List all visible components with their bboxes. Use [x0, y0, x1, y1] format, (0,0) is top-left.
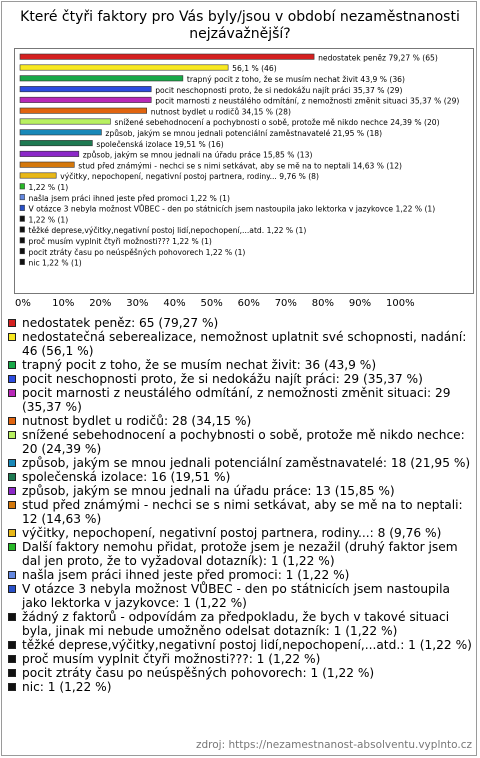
legend-swatch — [8, 417, 16, 425]
legend-item-4 — [8, 372, 474, 386]
legend-label: Další faktory nemohu přidat, protože jsem je nezažil (druhý faktor jsem dal jen proto, že to vyžadoval dotazník): 1 (1,22 %) — [22, 540, 458, 568]
legend-item-7 — [8, 428, 474, 456]
bar-label-19: pocit ztráty času po neúspěšných pohovorech 1,22 % (1) — [28, 247, 246, 257]
legend-swatch — [8, 431, 16, 439]
legend-label: těžké deprese,výčitky,negativní postoj lidí,nepochopení,...atd.: 1 (1,22 %) — [22, 638, 472, 652]
legend-swatch — [8, 501, 16, 509]
legend-item-16 — [8, 610, 474, 638]
bar-13 — [20, 184, 25, 189]
legend-swatch — [8, 543, 16, 551]
legend-label: způsob, jakým se mnou jednali na úřadu práce: 13 (15,85 %) — [22, 484, 395, 498]
bar-10 — [20, 151, 79, 156]
x-tick-label-9: 90% — [348, 298, 372, 309]
bar-16 — [20, 216, 25, 221]
bar-label-6: nutnost bydlet u rodičů 34,15 % (28) — [150, 107, 291, 117]
legend-swatch — [8, 361, 16, 369]
bar-2 — [20, 65, 228, 70]
legend-item-17 — [8, 638, 474, 652]
bar-label-16: 1,22 % (1) — [28, 215, 69, 225]
x-tick-label-0: 0% — [15, 298, 31, 309]
legend-swatch — [8, 641, 16, 649]
bar-19 — [20, 248, 25, 253]
legend-item-3 — [8, 358, 474, 372]
legend-label: nic: 1 (1,22 %) — [22, 680, 112, 694]
legend-label: pocit ztráty času po neúspěšných pohovorech: 1 (1,22 %) — [22, 666, 375, 680]
legend-swatch — [8, 459, 16, 467]
x-tick-label-3: 30% — [126, 298, 149, 309]
x-tick-label-4: 40% — [163, 298, 186, 309]
legend-label: pocit marnosti z neustálého odmítání, z nemožnosti změnit situaci: 29 (35,37 %) — [22, 386, 451, 414]
bar-label-15: V otázce 3 nebyla možnost VŮBEC - den po státnicích jsem nastoupila jako lektorka v jazykovce 1,22 % (1) — [28, 204, 436, 214]
legend-item-2 — [8, 330, 474, 358]
legend-item-20 — [8, 680, 474, 694]
legend — [8, 316, 474, 694]
bar-label-1: nedostatek peněz 79,27 % (65) — [318, 53, 438, 63]
legend-item-1 — [8, 316, 474, 330]
bar-11 — [20, 162, 74, 167]
legend-label: snížené sebehodnocení a pochybnosti o sobě, protože mě nikdo nechce: 20 (24,39 %) — [22, 428, 465, 456]
bar-6 — [20, 108, 147, 113]
legend-item-6 — [8, 414, 474, 428]
x-tick-label-8: 80% — [311, 298, 335, 309]
x-tick-label-1: 10% — [52, 298, 75, 309]
x-tick-label-10: 100% — [386, 298, 415, 309]
bar-label-7: snížené sebehodnocení a pochybnosti o sobě, protože mě nikdo nechce 24,39 % (20) — [114, 118, 440, 128]
legend-swatch — [8, 487, 16, 495]
plot-area — [14, 48, 474, 294]
legend-label: výčitky, nepochopení, negativní postoj partnera, rodiny...: 8 (9,76 %) — [22, 526, 442, 540]
bar-label-11: stud před známými - nechci se s nimi setkávat, aby se mě na to neptali 14,63 % (12) — [78, 161, 403, 171]
legend-item-12 — [8, 526, 474, 540]
legend-item-14 — [8, 568, 474, 582]
bar-label-10: způsob, jakým se mnou jednali na úřadu práce 15,85 % (13) — [82, 150, 313, 160]
bar-label-5: pocit marnosti z neustálého odmítání, z nemožnosti změnit situaci 35,37 % (29) — [155, 96, 460, 106]
legend-label: trapný pocit z toho, že se musím nechat živit: 36 (43,9 %) — [22, 358, 377, 372]
legend-swatch — [8, 571, 16, 579]
legend-label: způsob, jakým se mnou jednali potenciální zaměstnavatelé: 18 (21,95 %) — [22, 456, 471, 470]
bar-label-3: trapný pocit z toho, že se musím nechat živit 43,9 % (36) — [186, 75, 405, 84]
legend-label: nedostatečná seberealizace, nemožnost uplatnit své schopnosti, nadání: 46 (56,1 %) — [22, 330, 467, 358]
legend-item-19 — [8, 666, 474, 680]
bar-14 — [20, 194, 25, 199]
bar-3 — [20, 76, 183, 81]
legend-item-18 — [8, 652, 474, 666]
legend-item-8 — [8, 456, 474, 470]
legend-swatch — [8, 669, 16, 677]
bar-1 — [20, 54, 314, 59]
bar-label-20: nic 1,22 % (1) — [28, 258, 82, 268]
bar-18 — [20, 238, 25, 243]
source-note: zdroj: https://nezamestnanost-absolventu.vyplnto.cz — [196, 739, 472, 751]
bar-4 — [20, 86, 151, 91]
legend-item-13 — [8, 540, 474, 568]
bar-label-4: pocit neschopnosti proto, že si nedokážu najít práci 35,37 % (29) — [155, 85, 403, 95]
legend-label: pocit neschopnosti proto, že si nedokážu najít práci: 29 (35,37 %) — [22, 372, 423, 386]
x-tick-label-7: 70% — [274, 298, 297, 309]
chart-title: Které čtyři faktory pro Vás byly/jsou v období nezaměstnanosti nejzávažnější? — [20, 9, 460, 42]
x-tick-label-6: 60% — [237, 298, 260, 309]
legend-swatch — [8, 319, 16, 327]
bar-9 — [20, 140, 92, 145]
legend-swatch — [8, 375, 16, 383]
legend-swatch — [8, 683, 16, 691]
x-tick-label-5: 50% — [200, 298, 223, 309]
legend-swatch — [8, 655, 16, 663]
legend-label: žádný z faktorů - odpovídám za předpokladu, že bych v takové situaci byla, jinak mi nebude umožněno odelsat dotazník: 1 (1,22 %) — [22, 610, 450, 638]
legend-swatch — [8, 473, 16, 481]
legend-swatch — [8, 585, 16, 593]
bar-label-18: proč musím vyplnit čtyři možnosti??? 1,22 % (1) — [28, 237, 212, 246]
legend-item-11 — [8, 498, 474, 526]
bar-8 — [20, 130, 101, 135]
bar-chart — [15, 49, 473, 293]
legend-item-9 — [8, 470, 474, 484]
legend-label: stud před známými - nechci se s nimi setkávat, aby se mě na to neptali: 12 (14,63 %) — [22, 498, 463, 526]
bar-label-12: výčitky, nepochopení, negativní postoj partnera, rodiny... 9,76 % (8) — [60, 172, 319, 182]
legend-swatch — [8, 389, 16, 397]
legend-label: nutnost bydlet u rodičů: 28 (34,15 %) — [22, 414, 252, 428]
legend-item-10 — [8, 484, 474, 498]
legend-item-5 — [8, 386, 474, 414]
legend-swatch — [8, 529, 16, 537]
legend-label: našla jsem práci ihned jeste před promoci: 1 (1,22 %) — [22, 568, 350, 582]
legend-swatch — [8, 613, 16, 621]
bar-5 — [20, 97, 151, 102]
bar-15 — [20, 205, 25, 210]
legend-label: společenská izolace: 16 (19,51 %) — [22, 470, 231, 484]
bar-20 — [20, 259, 25, 264]
bar-label-9: společenská izolace 19,51 % (16) — [96, 139, 224, 149]
legend-label: proč musím vyplnit čtyři možnosti???: 1 (1,22 %) — [22, 652, 321, 666]
legend-swatch — [8, 333, 16, 341]
bar-7 — [20, 119, 110, 124]
bar-label-2: 56,1 % (46) — [232, 64, 277, 74]
legend-item-15 — [8, 582, 474, 610]
bar-label-14: našla jsem práci ihned jeste před promoci 1,22 % (1) — [28, 193, 230, 203]
legend-label: nedostatek peněz: 65 (79,27 %) — [22, 316, 219, 330]
legend-label: V otázce 3 nebyla možnost VŮBEC - den po státnicích jsem nastoupila jako lektorka v jazykovce: 1 (1,22 %) — [22, 582, 451, 610]
bar-label-8: způsob, jakým se mnou jednali potenciální zaměstnavatelé 21,95 % (18) — [105, 129, 383, 138]
bar-17 — [20, 227, 25, 232]
bar-label-13: 1,22 % (1) — [28, 183, 69, 192]
bar-label-17: těžké deprese,výčitky,negativní postoj lidí,nepochopení,...atd. 1,22 % (1) — [28, 226, 307, 236]
bar-12 — [20, 173, 56, 178]
x-tick-label-2: 20% — [89, 298, 112, 309]
